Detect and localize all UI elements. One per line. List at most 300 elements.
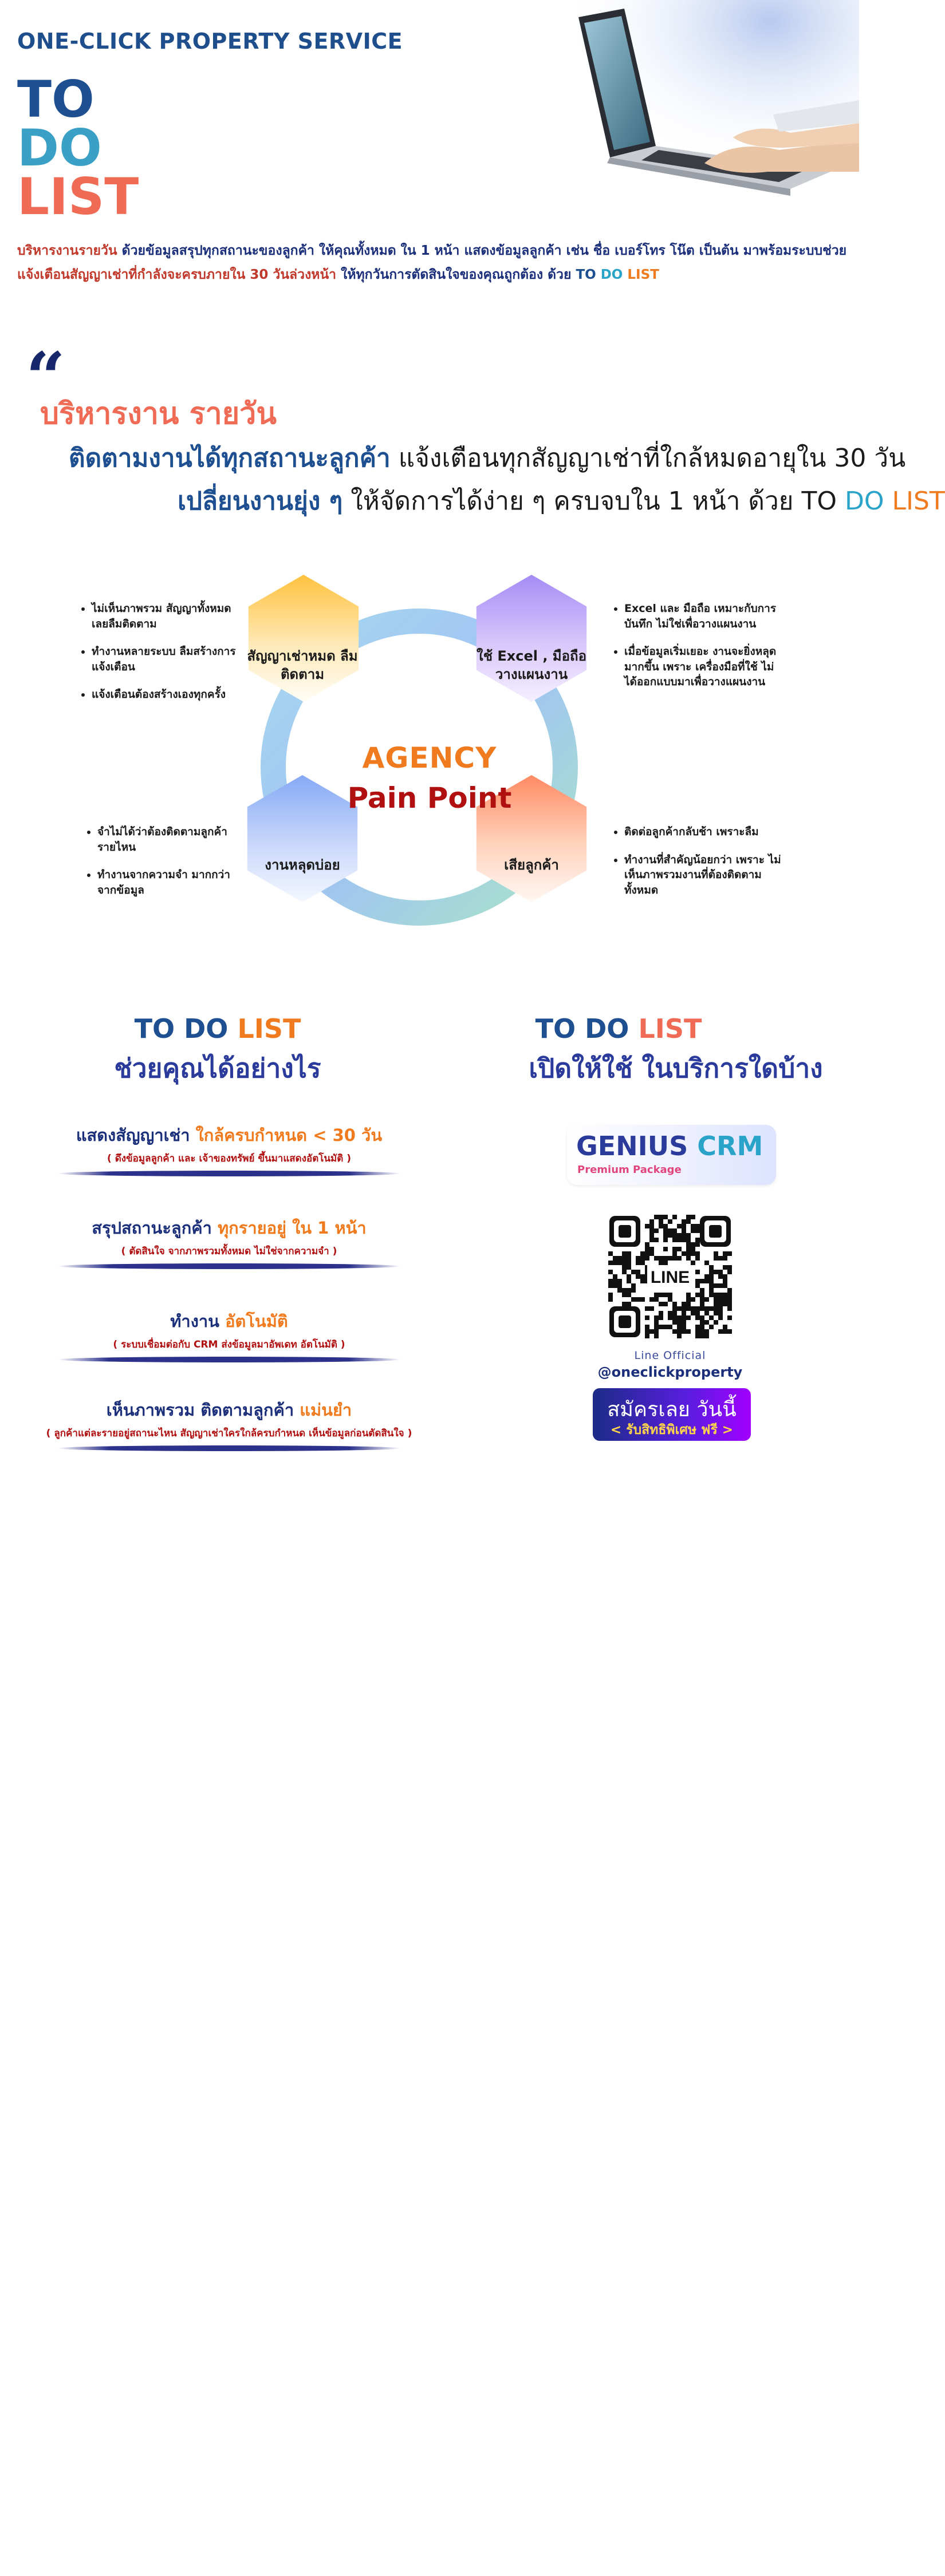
qr-module: [659, 1311, 663, 1315]
qr-module: [691, 1311, 695, 1315]
qr-module: [686, 1233, 691, 1238]
intro-text: ด้วยข้อมูลสรุปทุกสถานะของลูกค้า ให้คุณทั้งหมด ใน 1 หน้า แสดงข้อมูลลูกค้า เช่น ชื่อ เบอร์โทร โน๊ต เป็นต้น มาพร้อมระบบช่วย: [121, 243, 847, 258]
qr-module: [723, 1297, 727, 1302]
qr-module: [668, 1311, 672, 1315]
feature-title-main: เห็นภาพรวม: [106, 1400, 195, 1420]
qr-module: [695, 1293, 700, 1297]
qr-module: [672, 1329, 677, 1334]
qr-module: [668, 1325, 672, 1329]
qr-module: [663, 1215, 668, 1219]
node-label-top-left: สัญญาเช่าหมด ลืมติดตาม: [247, 648, 358, 683]
line-qr-code[interactable]: [607, 1214, 733, 1340]
title-word-list: LIST: [17, 167, 139, 226]
bullets-top-left: [92, 601, 246, 715]
qr-module: [613, 1274, 617, 1279]
qr-module: [700, 1334, 704, 1338]
feature-title-highlight: อัตโนมัติ: [225, 1311, 288, 1331]
qr-module: [631, 1288, 636, 1293]
qr-module: [645, 1251, 649, 1256]
qr-module: [682, 1219, 686, 1224]
qr-module: [659, 1261, 663, 1265]
qr-module: [640, 1279, 645, 1283]
qr-module: [686, 1302, 691, 1306]
qr-module: [714, 1251, 718, 1256]
qr-module: [631, 1297, 636, 1302]
bullet-item: • ไม่เห็นภาพรวม สัญญาทั้งหมด เลยลืมติดตาม: [92, 601, 246, 631]
qr-module: [709, 1283, 714, 1288]
title-word-to: TO: [17, 70, 94, 129]
qr-module: [668, 1297, 672, 1302]
qr-module: [714, 1283, 718, 1288]
qr-module: [627, 1293, 631, 1297]
feature-item: [29, 1215, 430, 1269]
heading-list: LIST: [237, 1013, 301, 1044]
qr-module: [649, 1306, 654, 1311]
qr-module: [695, 1270, 700, 1274]
qr-module: [686, 1256, 691, 1261]
heading-to: TO: [134, 1013, 175, 1044]
qr-module: [654, 1238, 659, 1242]
qr-module: [686, 1219, 691, 1224]
heading-do: DO: [184, 1013, 229, 1044]
qr-module: [723, 1293, 727, 1297]
bullets-bottom-left: [97, 824, 241, 910]
title-word-do: DO: [17, 118, 102, 177]
qr-module: [714, 1306, 718, 1311]
qr-module: [723, 1283, 727, 1288]
qr-module: [695, 1242, 700, 1247]
qr-module: [686, 1293, 691, 1297]
qr-module: [672, 1311, 677, 1315]
qr-module: [659, 1302, 663, 1306]
qr-module: [723, 1302, 727, 1306]
qr-module: [700, 1288, 704, 1293]
qr-module: [677, 1320, 682, 1325]
qr-module: [714, 1311, 718, 1315]
qr-module: [663, 1233, 668, 1238]
qr-module: [649, 1251, 654, 1256]
qr-module: [636, 1270, 640, 1274]
signup-button[interactable]: [593, 1388, 751, 1441]
qr-module: [663, 1293, 668, 1297]
qr-module: [649, 1224, 654, 1228]
qr-module: [654, 1315, 659, 1320]
qr-module: [663, 1247, 668, 1251]
qr-module: [718, 1270, 723, 1274]
qr-module: [668, 1228, 672, 1233]
bullet-item: • จำไม่ได้ว่าต้องติดตามลูกค้ารายไหน: [97, 824, 241, 855]
feature-item: [29, 1308, 430, 1362]
qr-module: [695, 1311, 700, 1315]
feature-title-main: แสดงสัญญาเช่า: [76, 1125, 190, 1145]
line-handle[interactable]: @oneclickproperty: [597, 1364, 743, 1380]
qr-module: [672, 1247, 677, 1251]
qr-module: [645, 1315, 649, 1320]
crm-name: [576, 1131, 763, 1161]
qr-module: [677, 1334, 682, 1338]
feature-underline: [57, 1445, 401, 1451]
qr-module: [709, 1279, 714, 1283]
qr-module: [704, 1274, 709, 1279]
qr-module: [695, 1329, 700, 1334]
qr-module: [617, 1261, 622, 1265]
qr-module: [659, 1224, 663, 1228]
qr-module: [695, 1279, 700, 1283]
qr-module: [659, 1219, 663, 1224]
qr-module: [659, 1315, 663, 1320]
section-highlight: ติดตามงานได้ทุกสถานะลูกค้า: [69, 444, 391, 473]
feature-subtitle: ( ระบบเชื่อมต่อกับ CRM ส่งข้อมูลมาอัพเดท อัตโนมัติ ): [113, 1339, 345, 1350]
qr-module: [608, 1297, 613, 1302]
qr-module: [663, 1224, 668, 1228]
qr-module: [631, 1283, 636, 1288]
qr-module: [691, 1228, 695, 1233]
qr-module: [723, 1256, 727, 1261]
qr-module: [677, 1256, 682, 1261]
left-column-heading: [46, 1013, 389, 1044]
qr-module: [668, 1256, 672, 1261]
qr-module: [691, 1242, 695, 1247]
qr-module: [663, 1256, 668, 1261]
qr-module: [677, 1329, 682, 1334]
section-line-1: [69, 438, 905, 478]
qr-module: [686, 1247, 691, 1251]
qr-module: [723, 1329, 727, 1334]
right-column-subheading: เปิดให้ใช้ ในบริการใดบ้าง: [529, 1053, 823, 1084]
qr-module: [613, 1283, 617, 1288]
qr-module: [631, 1270, 636, 1274]
node-label-bottom-left: งานหลุดบ่อย: [265, 857, 340, 873]
qr-module: [672, 1215, 677, 1219]
node-label-top-right: ใช้ Excel , มือถือ วางแผนงาน: [477, 648, 586, 683]
qr-module: [695, 1306, 700, 1311]
qr-module: [659, 1293, 663, 1297]
qr-module: [709, 1325, 714, 1329]
qr-module: [613, 1261, 617, 1265]
qr-module: [672, 1302, 677, 1306]
qr-module: [682, 1315, 686, 1320]
qr-module: [654, 1228, 659, 1233]
feature-underline: [57, 1357, 401, 1362]
intro-do: DO: [600, 267, 623, 282]
qr-module: [617, 1283, 622, 1288]
qr-module: [704, 1329, 709, 1334]
section-highlight: เปลี่ยนงานยุ่ง ๆ: [178, 487, 343, 516]
intro-list: LIST: [627, 267, 659, 282]
crm-name-crm: CRM: [697, 1131, 763, 1161]
diagram-center-pain-point: Pain Point: [347, 781, 512, 815]
feature-title: [29, 1122, 430, 1148]
qr-module: [636, 1274, 640, 1279]
qr-module: [727, 1288, 732, 1293]
qr-module: [663, 1228, 668, 1233]
qr-module: [691, 1224, 695, 1228]
qr-module: [709, 1288, 714, 1293]
qr-module: [640, 1297, 645, 1302]
qr-module: [714, 1256, 718, 1261]
qr-module: [640, 1261, 645, 1265]
feature-item: [17, 1397, 441, 1451]
qr-module: [627, 1288, 631, 1293]
feature-title-highlight: ทุกรายอยู่ ใน 1 หน้า: [218, 1218, 367, 1238]
qr-module: [659, 1256, 663, 1261]
qr-module: [627, 1265, 631, 1270]
qr-module: [668, 1293, 672, 1297]
qr-module: [645, 1306, 649, 1311]
qr-module: [723, 1274, 727, 1279]
signup-button-sublabel: < รับสิทธิพิเศษ ฟรี >: [610, 1423, 734, 1437]
qr-module: [617, 1288, 622, 1293]
qr-module: [608, 1283, 613, 1288]
qr-module: [608, 1279, 613, 1283]
crm-package: Premium Package: [577, 1164, 682, 1176]
qr-module: [682, 1311, 686, 1315]
qr-module: [704, 1311, 709, 1315]
qr-module: [691, 1215, 695, 1219]
qr-module: [654, 1325, 659, 1329]
qr-module: [663, 1238, 668, 1242]
bullet-item: • ทำงานหลายระบบ ลืมสร้างการแจ้งเตือน: [92, 644, 246, 674]
qr-module: [677, 1306, 682, 1311]
qr-module: [677, 1325, 682, 1329]
qr-module: [723, 1279, 727, 1283]
qr-module: [654, 1256, 659, 1261]
qr-module: [654, 1293, 659, 1297]
qr-module: [622, 1302, 627, 1306]
qr-module: [727, 1306, 732, 1311]
qr-module: [723, 1325, 727, 1329]
qr-module: [686, 1315, 691, 1320]
qr-module: [709, 1306, 714, 1311]
section-text: ให้จัดการได้ง่าย ๆ ครบจบใน 1 หน้า ด้วย TO: [351, 487, 837, 516]
qr-module: [704, 1334, 709, 1338]
qr-line-label: LINE: [650, 1268, 690, 1287]
feature-title: [17, 1397, 441, 1423]
heading-list: LIST: [638, 1013, 702, 1044]
qr-module: [714, 1320, 718, 1325]
qr-module: [695, 1238, 700, 1242]
qr-module: [727, 1251, 732, 1256]
feature-underline: [57, 1263, 401, 1269]
qr-module: [645, 1242, 649, 1247]
qr-module: [727, 1293, 732, 1297]
bullet-item: • เมื่อข้อมูลเริ่มเยอะ งานจะยิ่งหลุดมากขึ้น เพราะ เครื่องมือที่ใช้ ไม่ได้ออกแบบมาเพื่อวางแผนงาน: [624, 644, 785, 690]
crm-name-genius: GENIUS: [576, 1131, 688, 1161]
section-text: แจ้งเตือนทุกสัญญาเช่าที่ใกล้หมดอายุใน 30 วัน: [398, 444, 906, 473]
qr-module: [704, 1320, 709, 1325]
qr-module: [714, 1293, 718, 1297]
feature-subtitle: ( ลูกค้าแต่ละรายอยู่สถานะไหน สัญญาเช่าใครใกล้ครบกำหนด เห็นข้อมูลก่อนตัดสินใจ ): [46, 1428, 412, 1439]
qr-module: [659, 1325, 663, 1329]
qr-module: [654, 1297, 659, 1302]
qr-module: [654, 1329, 659, 1334]
qr-module: [723, 1251, 727, 1256]
feature-title: [29, 1215, 430, 1241]
qr-module: [682, 1228, 686, 1233]
qr-module: [654, 1334, 659, 1338]
feature-title-main: ติดตามลูกค้า: [200, 1400, 294, 1420]
bullets-bottom-right: [624, 824, 785, 910]
qr-module: [640, 1256, 645, 1261]
qr-module: [649, 1329, 654, 1334]
qr-module: [627, 1274, 631, 1279]
qr-module: [608, 1270, 613, 1274]
qr-module: [727, 1315, 732, 1320]
qr-module: [714, 1302, 718, 1306]
qr-module: [691, 1251, 695, 1256]
qr-module: [695, 1228, 700, 1233]
feature-title-highlight: แม่นยำ: [300, 1400, 352, 1420]
qr-module: [714, 1297, 718, 1302]
feature-title: [29, 1308, 430, 1334]
qr-module: [682, 1238, 686, 1242]
right-column-heading: [504, 1013, 733, 1044]
qr-module: [608, 1261, 613, 1265]
quote-icon: “: [26, 337, 66, 418]
section-list: LIST: [892, 487, 945, 516]
qr-module: [649, 1238, 654, 1242]
qr-module: [608, 1251, 613, 1256]
qr-module: [672, 1315, 677, 1320]
qr-module: [663, 1325, 668, 1329]
qr-module: [700, 1329, 704, 1334]
signup-button-label: สมัครเลย วันนี้: [607, 1398, 737, 1421]
qr-module: [700, 1297, 704, 1302]
qr-module: [700, 1325, 704, 1329]
left-column-subheading: ช่วยคุณได้อย่างไร: [114, 1053, 321, 1084]
qr-module: [649, 1297, 654, 1302]
qr-module: [622, 1265, 627, 1270]
qr-module: [709, 1293, 714, 1297]
bullets-top-right: [624, 601, 785, 702]
qr-module: [686, 1238, 691, 1242]
genius-crm-card[interactable]: [567, 1125, 776, 1185]
qr-module: [691, 1261, 695, 1265]
feature-item: [29, 1122, 430, 1176]
intro-line-1: [17, 240, 846, 261]
line-official-label: Line Official: [634, 1349, 706, 1362]
qr-module: [645, 1224, 649, 1228]
qr-module: [622, 1251, 627, 1256]
qr-module: [645, 1256, 649, 1261]
qr-module: [682, 1325, 686, 1329]
qr-module: [672, 1228, 677, 1233]
qr-module: [682, 1306, 686, 1311]
qr-module: [700, 1315, 704, 1320]
qr-module: [613, 1279, 617, 1283]
qr-module: [709, 1315, 714, 1320]
qr-module: [704, 1297, 709, 1302]
qr-module: [682, 1329, 686, 1334]
qr-module: [659, 1215, 663, 1219]
qr-module: [682, 1224, 686, 1228]
qr-module: [622, 1288, 627, 1293]
qr-module: [727, 1265, 732, 1270]
qr-module: [627, 1261, 631, 1265]
qr-module: [627, 1251, 631, 1256]
qr-module: [723, 1265, 727, 1270]
qr-module: [672, 1256, 677, 1261]
intro-highlight: บริหารงานรายวัน: [17, 243, 117, 258]
qr-module: [709, 1274, 714, 1279]
qr-module: [718, 1302, 723, 1306]
qr-module: [718, 1311, 723, 1315]
qr-module: [718, 1293, 723, 1297]
qr-module: [627, 1302, 631, 1306]
feature-title-main: สรุปสถานะลูกค้า: [92, 1218, 212, 1238]
section-do: DO: [844, 487, 884, 516]
qr-module: [718, 1256, 723, 1261]
qr-module: [677, 1247, 682, 1251]
qr-module: [672, 1306, 677, 1311]
qr-module: [636, 1297, 640, 1302]
qr-module: [622, 1270, 627, 1274]
qr-module: [677, 1315, 682, 1320]
qr-module: [645, 1334, 649, 1338]
qr-module: [617, 1279, 622, 1283]
intro-text: ให้ทุกวันการตัดสินใจของคุณถูกต้อง ด้วย: [341, 267, 572, 282]
qr-module: [700, 1293, 704, 1297]
qr-module: [704, 1306, 709, 1311]
qr-module: [672, 1251, 677, 1256]
qr-module: [691, 1306, 695, 1311]
feature-subtitle: ( ดึงข้อมูลลูกค้า และ เจ้าของทรัพย์ ขึ้นมาแสดงอัตโนมัติ ): [107, 1153, 351, 1164]
qr-module: [695, 1251, 700, 1256]
qr-module: [695, 1325, 700, 1329]
qr-module: [622, 1256, 627, 1261]
qr-module: [686, 1306, 691, 1311]
qr-module: [649, 1219, 654, 1224]
qr-module: [700, 1320, 704, 1325]
qr-module: [640, 1274, 645, 1279]
qr-module: [718, 1283, 723, 1288]
qr-module: [718, 1329, 723, 1334]
qr-module: [686, 1251, 691, 1256]
laptop-hands-illustration: [561, 0, 859, 218]
qr-module: [718, 1274, 723, 1279]
heading-do: DO: [585, 1013, 629, 1044]
qr-module: [668, 1233, 672, 1238]
qr-module: [663, 1261, 668, 1265]
qr-module: [682, 1233, 686, 1238]
qr-module: [640, 1251, 645, 1256]
qr-module: [627, 1256, 631, 1261]
qr-module: [682, 1251, 686, 1256]
bullet-item: • ทำงานจากความจำ มากกว่าจากข้อมูล: [97, 867, 241, 898]
node-label-bottom-right: เสียลูกค้า: [504, 857, 559, 873]
qr-module: [695, 1334, 700, 1338]
intro-highlight: แจ้งเตือนสัญญาเช่าที่กำลังจะครบภายใน 30 วันล่วงหน้า: [17, 267, 337, 282]
qr-module: [672, 1233, 677, 1238]
qr-module: [704, 1279, 709, 1283]
qr-module: [695, 1224, 700, 1228]
diagram-center-agency: AGENCY: [362, 741, 497, 775]
qr-module: [700, 1279, 704, 1283]
qr-module: [709, 1270, 714, 1274]
intro-to: TO: [576, 267, 596, 282]
qr-module: [686, 1297, 691, 1302]
qr-module: [636, 1256, 640, 1261]
feature-title-main: ทำงาน: [170, 1311, 219, 1331]
qr-module: [718, 1306, 723, 1311]
bullet-item: • แจ้งเตือนต้องสร้างเองทุกครั้ง: [92, 687, 246, 702]
section-line-2: [178, 481, 945, 521]
qr-module: [686, 1329, 691, 1334]
qr-module: [700, 1302, 704, 1306]
qr-module: [700, 1306, 704, 1311]
feature-underline: [57, 1171, 401, 1176]
qr-module: [686, 1242, 691, 1247]
